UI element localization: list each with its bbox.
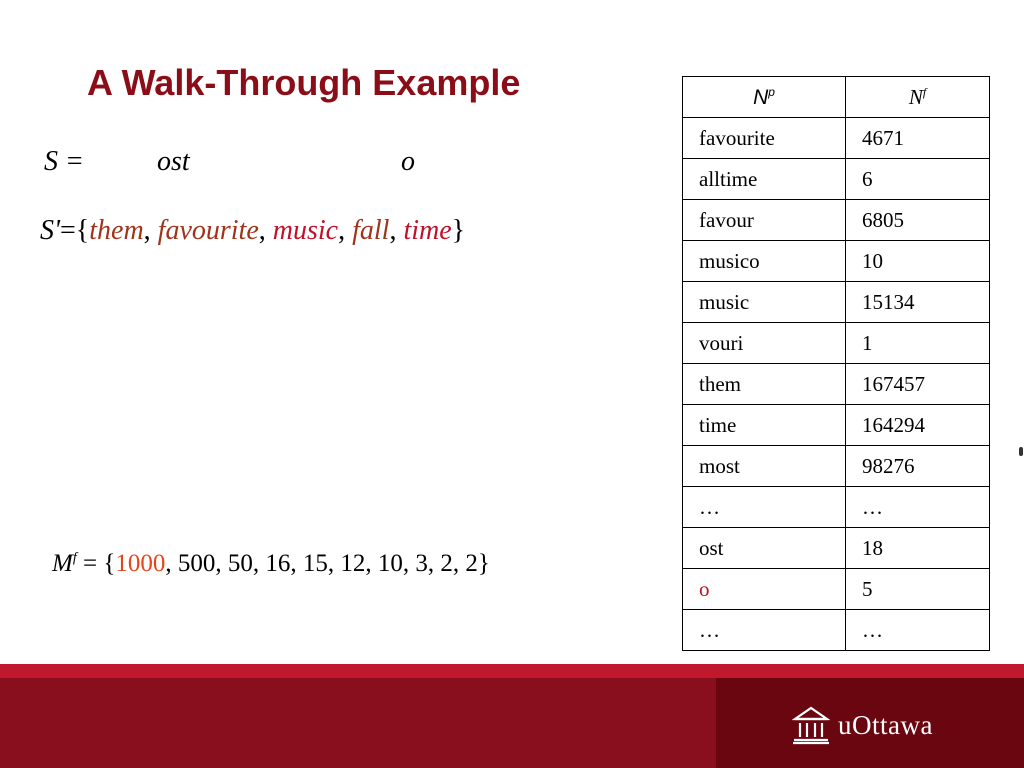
table-header-row bbox=[683, 77, 990, 118]
s-prime-sep: , bbox=[143, 215, 151, 246]
frequency-table bbox=[682, 76, 990, 651]
s-equation bbox=[44, 146, 415, 178]
table-row bbox=[683, 405, 990, 446]
cell-np: favourite bbox=[683, 118, 846, 159]
s-prime-sep: , bbox=[258, 215, 266, 246]
s-prime-close: } bbox=[451, 215, 466, 246]
cell-nf: … bbox=[846, 487, 990, 528]
cell-nf: 15134 bbox=[846, 282, 990, 323]
s-prime-equation bbox=[40, 215, 465, 247]
table-row bbox=[683, 282, 990, 323]
m-var: M bbox=[52, 550, 73, 577]
m-highlight-value: 1000 bbox=[115, 550, 166, 577]
cell-np: … bbox=[683, 487, 846, 528]
cell-np: musico bbox=[683, 241, 846, 282]
cell-np: o bbox=[683, 569, 846, 610]
s-equation-lhs: S = bbox=[44, 146, 84, 177]
s-token-1: ost bbox=[157, 146, 190, 177]
m-sup: f bbox=[72, 550, 77, 566]
header-np-sup: p bbox=[768, 84, 775, 99]
cell-np: … bbox=[683, 610, 846, 651]
uottawa-logo bbox=[792, 705, 933, 745]
s-prime-sep: , bbox=[338, 215, 346, 246]
cell-nf: 10 bbox=[846, 241, 990, 282]
logo-text: uOttawa bbox=[838, 709, 933, 740]
cell-nf: 167457 bbox=[846, 364, 990, 405]
header-np-base: N bbox=[753, 85, 769, 109]
s-prime-word: favourite bbox=[157, 215, 259, 246]
cell-np: most bbox=[683, 446, 846, 487]
table-row bbox=[683, 200, 990, 241]
header-nf-sup: f bbox=[922, 84, 927, 99]
m-rest: , 500, 50, 16, 15, 12, 10, 3, 2, 2} bbox=[165, 550, 490, 577]
cell-nf: 5 bbox=[846, 569, 990, 610]
s-prime-word: music bbox=[272, 215, 339, 246]
cell-np: time bbox=[683, 405, 846, 446]
s-prime-var: S' bbox=[40, 215, 60, 246]
s-prime-word: them bbox=[89, 215, 144, 246]
cell-np: favour bbox=[683, 200, 846, 241]
stray-mark bbox=[1019, 447, 1023, 456]
cell-np: alltime bbox=[683, 159, 846, 200]
table-row bbox=[683, 159, 990, 200]
table-row bbox=[683, 487, 990, 528]
cell-np: them bbox=[683, 364, 846, 405]
table-row bbox=[683, 446, 990, 487]
cell-nf: 18 bbox=[846, 528, 990, 569]
cell-np: vouri bbox=[683, 323, 846, 364]
table-row bbox=[683, 528, 990, 569]
cell-nf: … bbox=[846, 610, 990, 651]
s-prime-sep: , bbox=[389, 215, 397, 246]
table-row bbox=[683, 118, 990, 159]
cell-np: ost bbox=[683, 528, 846, 569]
cell-nf: 6 bbox=[846, 159, 990, 200]
footer-stripe bbox=[0, 664, 1024, 678]
table-row bbox=[683, 364, 990, 405]
cell-np: music bbox=[683, 282, 846, 323]
m-eq: = { bbox=[76, 550, 116, 577]
slide-title: A Walk-Through Example bbox=[87, 62, 521, 103]
s-token-2: o bbox=[401, 146, 415, 177]
table-row bbox=[683, 323, 990, 364]
cell-nf: 4671 bbox=[846, 118, 990, 159]
header-nf bbox=[846, 77, 990, 118]
table-row bbox=[683, 569, 990, 610]
header-np bbox=[683, 77, 846, 118]
cell-nf: 6805 bbox=[846, 200, 990, 241]
building-icon bbox=[792, 705, 830, 745]
cell-nf: 164294 bbox=[846, 405, 990, 446]
cell-nf: 98276 bbox=[846, 446, 990, 487]
s-prime-open: ={ bbox=[60, 215, 90, 246]
s-prime-word: fall bbox=[352, 215, 390, 246]
header-nf-base: N bbox=[908, 84, 923, 109]
cell-nf: 1 bbox=[846, 323, 990, 364]
m-equation bbox=[52, 550, 490, 578]
table-row bbox=[683, 241, 990, 282]
s-prime-word: time bbox=[403, 215, 452, 246]
table-row bbox=[683, 610, 990, 651]
